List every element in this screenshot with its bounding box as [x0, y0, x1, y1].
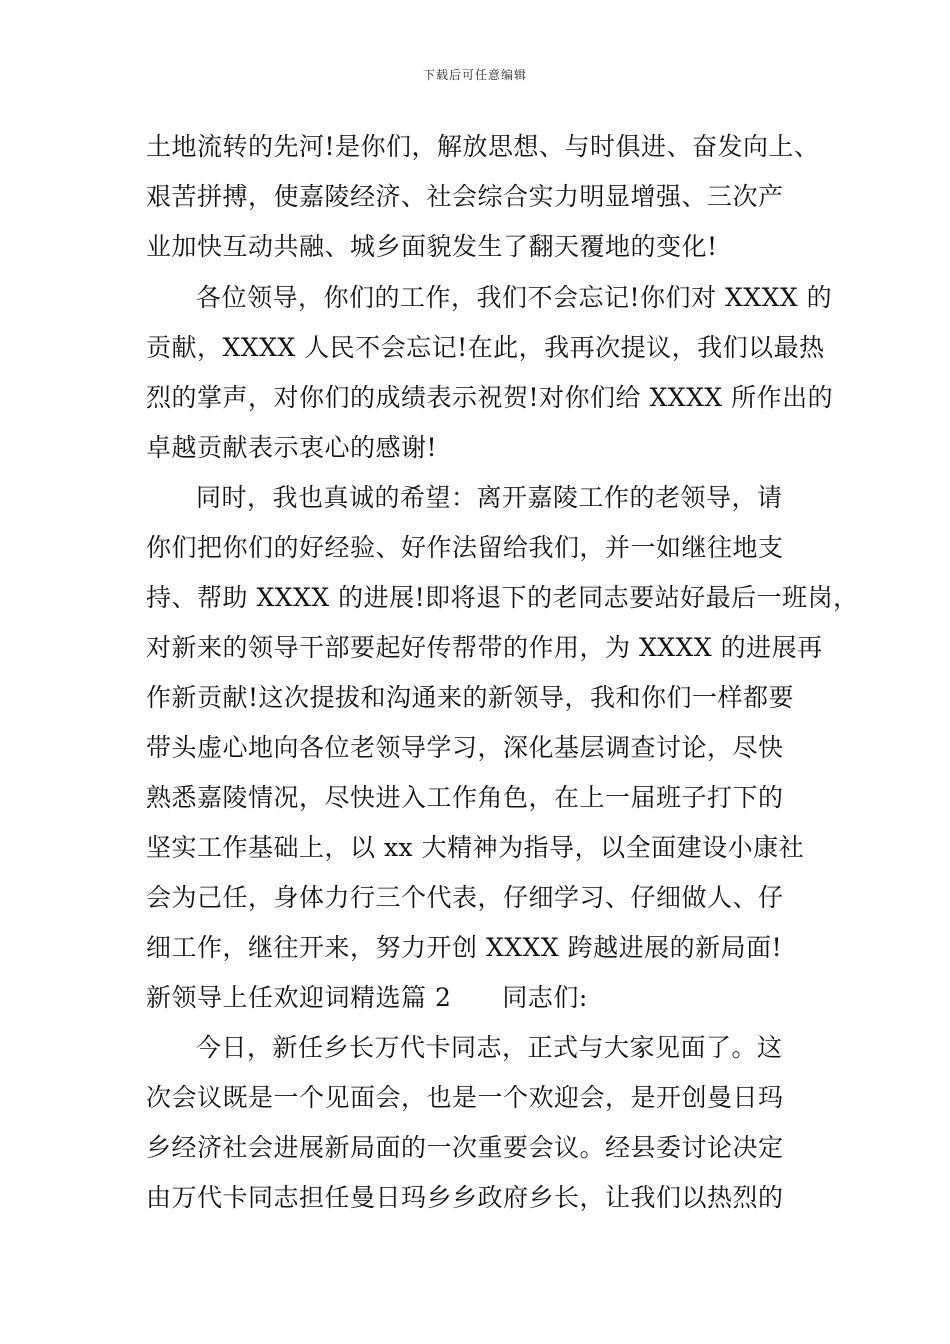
text-line: 作新贡献!这次提拔和沟通来的新领导，我和你们一样都要 — [146, 683, 795, 712]
text-line: 对新来的领导干部要起好传帮带的作用，为 XXXX 的进展再 — [146, 633, 823, 662]
text-line: 土地流转的先河!是你们，解放思想、与时俱进、奋发向上、 — [146, 132, 820, 161]
text-line: 你们把你们的好经验、好作法留给我们，并一如继往地支 — [146, 533, 784, 562]
page-header-note: 下载后可任意编辑 — [422, 68, 527, 82]
text-line: 会为己任，身体力行三个代表，仔细学习、仔细做人、仔 — [146, 883, 784, 912]
text-line: 细工作，继往开来，努力开创 XXXX 跨越进展的新局面! — [146, 933, 783, 962]
text-line: 艰苦拼搏，使嘉陵经济、社会综合实力明显增强、三次产 — [146, 182, 784, 211]
text-line: 贡献，XXXX 人民不会忘记!在此，我再次提议，我们以最热 — [146, 333, 825, 362]
text-line: 次会议既是一个见面会，也是一个欢迎会，是开创曼日玛 — [146, 1083, 784, 1112]
paragraph-first-line: 同时，我也真诚的希望：离开嘉陵工作的老领导，请 — [196, 483, 783, 512]
section-heading-line: 新领导上任欢迎词精选篇 2 同志们: — [146, 983, 588, 1012]
text-line: 带头虚心地向各位老领导学习，深化基层调查讨论，尽快 — [146, 733, 784, 762]
text-line: 由万代卡同志担任曼日玛乡乡政府乡长，让我们以热烈的 — [146, 1183, 784, 1212]
text-line: 坚实工作基础上，以 xx 大精神为指导，以全面建设小康社 — [146, 833, 805, 862]
paragraph-first-line: 各位领导，你们的工作，我们不会忘记!你们对 XXXX 的 — [196, 283, 833, 312]
text-line: 烈的掌声，对你们的成绩表示祝贺!对你们给 XXXX 所作出的 — [146, 383, 834, 412]
text-line: 乡经济社会进展新局面的一次重要会议。经县委讨论决定 — [146, 1133, 784, 1162]
paragraph-first-line: 今日，新任乡长万代卡同志，正式与大家见面了。这 — [196, 1033, 783, 1062]
text-line: 卓越贡献表示衷心的感谢! — [146, 433, 438, 462]
text-line: 熟悉嘉陵情况，尽快进入工作角色，在上一届班子打下的 — [146, 783, 784, 812]
text-line: 业加快互动共融、城乡面貌发生了翻天覆地的变化! — [146, 232, 718, 261]
text-line: 持、帮助 XXXX 的进展!即将退下的老同志要站好最后一班岗， — [146, 583, 859, 612]
